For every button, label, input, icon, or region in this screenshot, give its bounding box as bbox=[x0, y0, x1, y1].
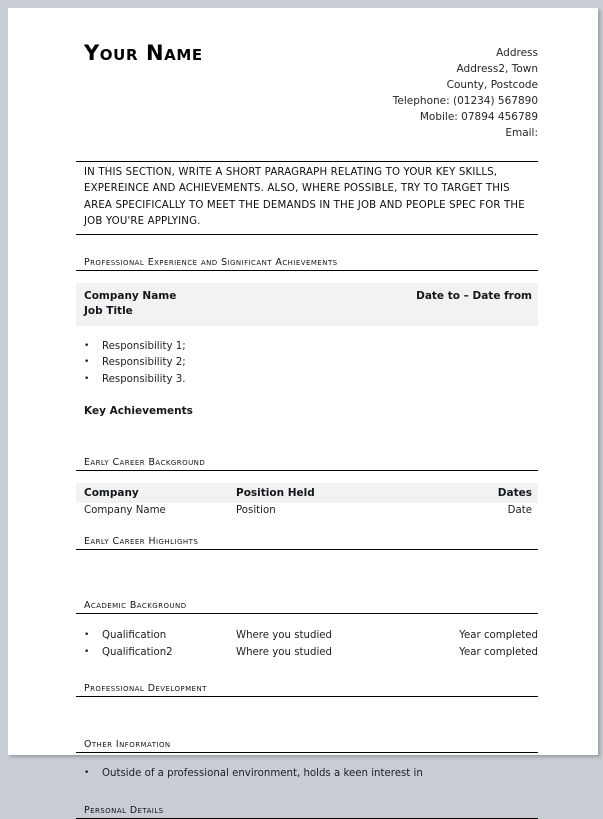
section-early-career-highlights bbox=[76, 536, 538, 600]
section-heading-professional-experience: Professional Experience and Significant Achievements bbox=[84, 256, 338, 268]
section-heading-professional-development: Professional Development bbox=[84, 683, 207, 695]
section-rule-early-career-background bbox=[76, 470, 538, 471]
experience-company-band bbox=[76, 283, 538, 326]
section-heading-early-career-background: Early Career Background bbox=[84, 457, 206, 469]
table-row bbox=[76, 503, 538, 518]
section-academic-background bbox=[76, 600, 538, 661]
experience-job-title: Job Title bbox=[84, 304, 133, 317]
section-heading-other-information: Other Information bbox=[84, 739, 171, 751]
contact-line-telephone: Telephone: (01234) 567890 bbox=[392, 94, 538, 107]
cell-institution: Where you studied bbox=[236, 630, 333, 642]
resume-page bbox=[8, 8, 598, 816]
section-early-career-background bbox=[76, 457, 538, 518]
table-header-row bbox=[76, 483, 538, 503]
resume-header bbox=[76, 8, 538, 142]
section-heading-personal-details: Personal Details bbox=[84, 804, 164, 816]
section-professional-experience bbox=[76, 257, 538, 417]
responsibility-text: Responsibility 1; bbox=[102, 340, 186, 352]
list-item bbox=[84, 766, 538, 783]
cell-year: Year completed bbox=[459, 646, 538, 658]
section-heading-early-career-highlights: Early Career Highlights bbox=[84, 536, 199, 548]
cell-institution: Where you studied bbox=[236, 646, 333, 658]
contact-line-address: Address bbox=[496, 47, 538, 59]
contact-line-email: Email: bbox=[505, 126, 538, 139]
bullet-icon: • bbox=[84, 373, 90, 384]
section-professional-development bbox=[76, 683, 538, 739]
bullet-icon: • bbox=[84, 768, 90, 779]
list-item bbox=[84, 628, 538, 645]
key-achievements-label: Key Achievements bbox=[84, 405, 193, 418]
intro-section bbox=[76, 161, 538, 235]
responsibility-text: Responsibility 3. bbox=[102, 373, 186, 385]
experience-responsibility-list bbox=[76, 339, 538, 389]
experience-company-row bbox=[84, 289, 532, 304]
cell-qualification: Qualification bbox=[102, 630, 167, 642]
bullet-icon: • bbox=[84, 340, 90, 351]
column-header-position: Position Held bbox=[236, 487, 315, 500]
experience-dates: Date to – Date from bbox=[416, 289, 532, 302]
contact-line-mobile: Mobile: 07894 456789 bbox=[419, 110, 538, 123]
column-header-dates: Dates bbox=[497, 487, 532, 500]
list-item bbox=[84, 339, 538, 356]
other-information-text: Outside of a professional environment, holds a keen interest in bbox=[102, 768, 423, 780]
section-rule-academic-background bbox=[76, 613, 538, 614]
section-rule-professional-experience bbox=[76, 270, 538, 271]
contact-block bbox=[393, 42, 538, 142]
professional-development-empty-area bbox=[76, 697, 538, 739]
contact-line-county: County, Postcode bbox=[446, 78, 538, 91]
cell-company: Company Name bbox=[84, 505, 166, 517]
section-other-information bbox=[76, 739, 538, 783]
cell-year: Year completed bbox=[459, 630, 538, 642]
cell-dates: Date bbox=[507, 505, 532, 517]
list-item bbox=[84, 645, 538, 662]
cell-position: Position bbox=[236, 505, 276, 517]
page-title: Your Name bbox=[84, 41, 203, 65]
cell-qualification: Qualification2 bbox=[102, 646, 173, 658]
intro-bottom-rule bbox=[76, 234, 538, 235]
section-rule-other-information bbox=[76, 752, 538, 753]
resume-content bbox=[76, 8, 538, 819]
section-heading-academic-background: Academic Background bbox=[84, 600, 187, 612]
list-item bbox=[84, 355, 538, 372]
section-personal-details bbox=[76, 805, 538, 819]
bullet-icon: • bbox=[84, 630, 90, 641]
early-career-highlights-empty-area bbox=[76, 550, 538, 600]
academic-list bbox=[76, 628, 538, 661]
contact-line-address2: Address2, Town bbox=[456, 62, 538, 75]
bullet-icon: • bbox=[84, 646, 90, 657]
bullet-icon: • bbox=[84, 357, 90, 368]
intro-paragraph: IN THIS SECTION, WRITE A SHORT PARAGRAPH RELATING TO YOUR KEY SKILLS, EXPEREINCE AND ACHIEVEMENTS. ALSO, WHERE POSSIBLE, TRY TO TARGET THIS AREA SPECIFICALLY TO MEET THE DEMANDS IN THE JOB AND PEOPLE SPEC FOR THE JOB YOU'RE APPLYING. bbox=[84, 166, 525, 228]
column-header-company: Company bbox=[84, 487, 139, 500]
early-career-table bbox=[76, 483, 538, 518]
list-item bbox=[84, 372, 538, 389]
responsibility-text: Responsibility 2; bbox=[102, 357, 186, 369]
experience-company-name: Company Name bbox=[84, 289, 177, 302]
other-information-list bbox=[76, 766, 538, 783]
